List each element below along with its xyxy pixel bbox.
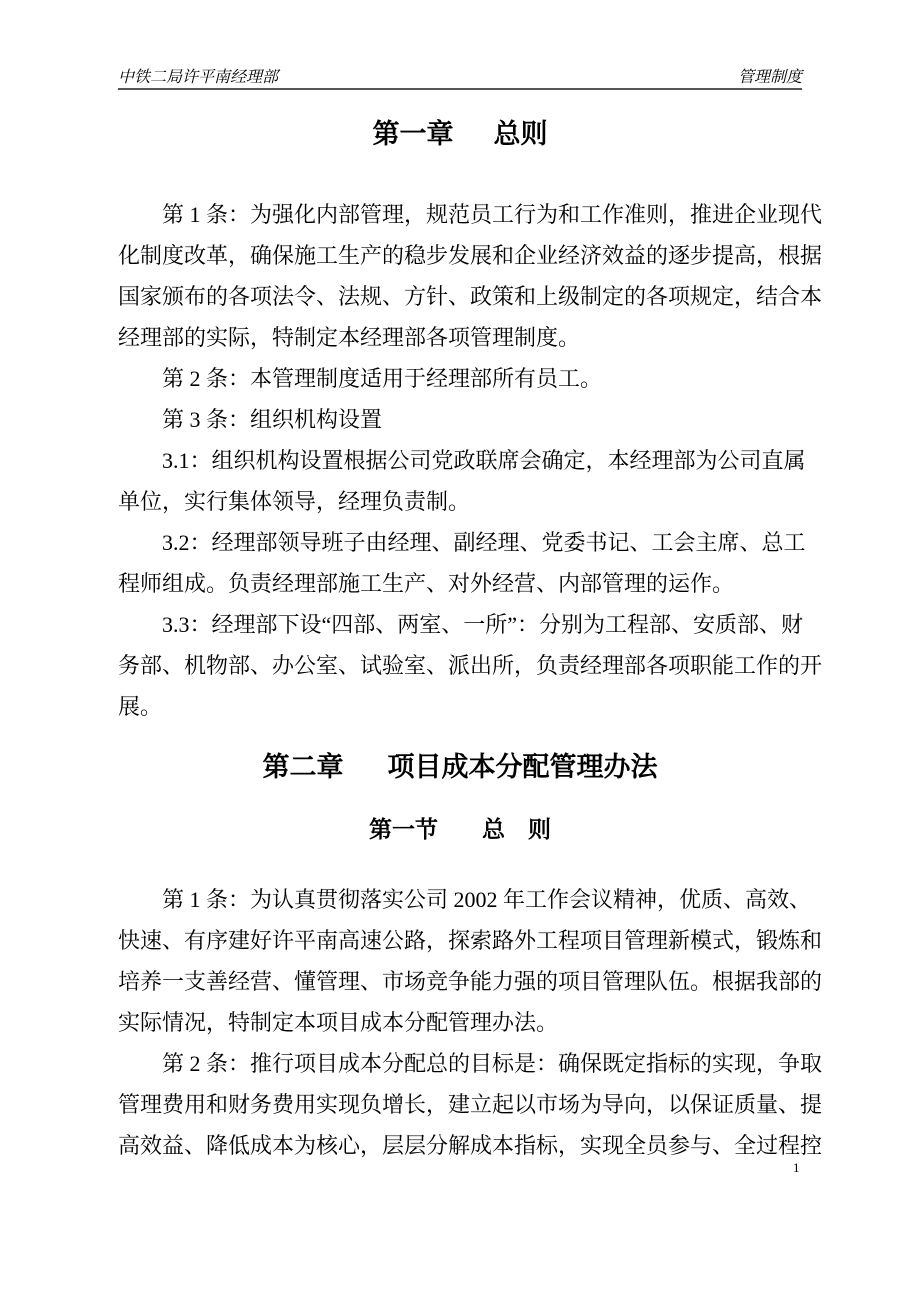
text-line: 第 1 条：为强化内部管理，规范员工行为和工作准则，推进企业现代 [162, 202, 823, 227]
text-line: 国家颁布的各项法令、法规、方针、政策和上级制定的各项规定，结合本 [118, 284, 823, 309]
header-document-type: 管理制度 [737, 69, 802, 86]
text-line: 培养一支善经营、懂管理、市场竞争能力强的项目管理队伍。根据我部的 [118, 969, 823, 994]
text-line: 单位，实行集体领导，经理负责制。 [118, 489, 471, 514]
text-line: 第 3 条：组织机构设置 [162, 407, 383, 432]
text-line: 管理费用和财务费用实现负增长，建立起以市场为导向，以保证质量、提 [118, 1092, 823, 1117]
chapter-1-title: 总则 [493, 119, 548, 149]
text-line: 展。 [118, 694, 163, 719]
section-1-heading [118, 807, 802, 851]
text-line: 务部、机物部、办公室、试验室、派出所，负责经理部各项职能工作的开 [118, 653, 823, 678]
section-1-text [118, 879, 823, 1166]
text-line: 第 2 条：推行项目成本分配总的目标是：确保既定指标的实现，争取 [162, 1051, 823, 1076]
text-line: 程师组成。负责经理部施工生产、对外经营、内部管理的运作。 [118, 571, 735, 596]
header-organization: 中铁二局许平南经理部 [118, 69, 279, 86]
chapter-2-title: 项目成本分配管理办法 [387, 752, 658, 782]
chapter-1-text [118, 194, 823, 727]
chapter-2-number: 第二章 [262, 752, 344, 782]
text-line: 实际情况，特制定本项目成本分配管理办法。 [118, 1010, 559, 1035]
text-line: 快速、有序建好许平南高速公路，探索路外工程项目管理新模式，锻炼和 [118, 928, 823, 953]
chapter-1-number: 第一章 [372, 119, 454, 149]
text-line: 第 2 条：本管理制度适用于经理部所有员工。 [162, 366, 603, 391]
section-1-number: 第一节 [369, 816, 438, 842]
text-line: 3.3：经理部下设“四部、两室、一所”：分别为工程部、安质部、财 [162, 612, 804, 637]
text-line: 化制度改革，确保施工生产的稳步发展和企业经济效益的逐步提高，根据 [118, 243, 823, 268]
text-line: 经理部的实际，特制定本经理部各项管理制度。 [118, 325, 581, 350]
chapter-1-heading [0, 112, 920, 151]
document-body [118, 194, 823, 1166]
section-1-title: 总 则 [482, 816, 551, 842]
text-line: 3.2：经理部领导班子由经理、副经理、党委书记、工会主席、总工 [162, 530, 806, 555]
text-line: 第 1 条：为认真贯彻落实公司 2002 年工作会议精神，优质、高效、 [162, 887, 812, 912]
text-line: 高效益、降低成本为核心，层层分解成本指标，实现全员参与、全过程控 [118, 1133, 823, 1158]
page-number: 1 [793, 1160, 800, 1175]
chapter-2-heading [118, 727, 802, 807]
text-line: 3.1：组织机构设置根据公司党政联席会确定，本经理部为公司直属 [162, 448, 806, 473]
page-header [118, 62, 802, 90]
